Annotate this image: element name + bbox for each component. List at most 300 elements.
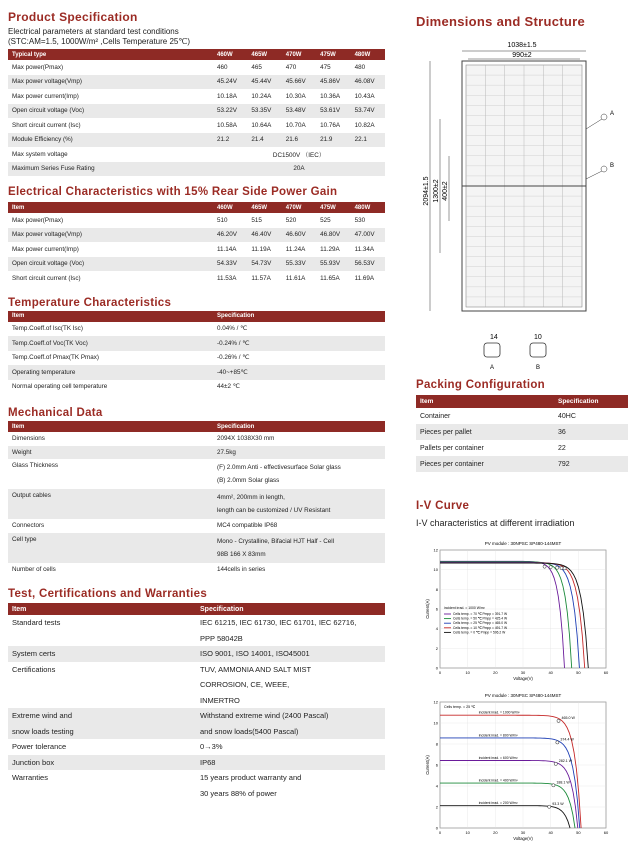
- table-cell: 46.60V: [282, 228, 316, 243]
- table-row: [8, 615, 385, 631]
- frame-profile-details: [416, 331, 628, 373]
- table-row: [8, 662, 385, 678]
- y-axis-label: Current(A): [425, 755, 430, 775]
- table-header-row: [8, 603, 385, 615]
- table-cell: Max power voltage(Vmp): [8, 228, 213, 243]
- table-cell: 46.20V: [213, 228, 247, 243]
- mpp-label: 282.1 W: [558, 758, 573, 763]
- x-tick-label: 20: [493, 830, 498, 835]
- chart-title: PV module : 30NPSC SP480-144MST: [484, 693, 562, 698]
- table-cell: 53.74V: [351, 104, 385, 119]
- x-tick-label: 10: [465, 670, 470, 675]
- x-axis-label: Voltage(V): [513, 836, 533, 841]
- dimensions-title: Dimensions and Structure: [416, 14, 586, 29]
- table-row: [416, 408, 628, 424]
- table-cell: 470: [285, 63, 297, 71]
- table-cell: [8, 693, 196, 709]
- table-header-cell: 460W: [213, 202, 247, 213]
- table-cell: Number of cells: [12, 565, 56, 573]
- table-row: [8, 533, 385, 563]
- y-tick-label: 10: [433, 567, 438, 573]
- table-cell: 20A: [213, 162, 385, 177]
- table-cell: 22.1: [351, 133, 385, 148]
- table-row: [8, 693, 385, 709]
- table-cell: Output cables: [8, 489, 213, 519]
- table-cell: [8, 677, 196, 693]
- table-row: [416, 456, 628, 472]
- table-header-cell: 470W: [282, 202, 316, 213]
- table-cell: TUV, AMMONIA AND SALT MIST: [200, 664, 312, 674]
- table-cell: Cell type: [8, 533, 213, 563]
- table-row: [8, 118, 385, 133]
- table-cell: Operating temperature: [8, 365, 213, 380]
- table-row: [8, 770, 385, 786]
- table-cell: [8, 786, 196, 802]
- table-cell: Dimensions: [12, 435, 45, 443]
- detail-b-caption: B: [536, 365, 541, 371]
- table-cell: 30 years 88% of power: [200, 788, 277, 798]
- table-row: [8, 104, 385, 119]
- detail-b-dimension: 10: [534, 334, 542, 341]
- table-row: [8, 563, 385, 577]
- mechanical-section: [8, 407, 385, 576]
- table-row: [8, 755, 385, 771]
- table-cell: 11.14A: [217, 245, 237, 253]
- table-cell: 10.70A: [285, 121, 306, 129]
- table-cell: CORROSION, CE, WEEE,: [200, 680, 290, 690]
- table-cell: [8, 631, 196, 647]
- table-header-row: [416, 395, 628, 408]
- table-cell: Container: [420, 412, 451, 420]
- table-row: [416, 440, 628, 456]
- table-cell: 21.2: [213, 133, 247, 148]
- legend-label: Cells temp. = 70 ℃ Pmpp = 391.7 W: [453, 612, 508, 616]
- mpp-point: [557, 719, 560, 722]
- callout-a-marker: [601, 114, 607, 120]
- product-spec-title: Product Specification: [8, 10, 138, 24]
- certs-section: [8, 588, 385, 801]
- legend-label: Cells temp. = 25 ℃ Pmpp = 465.0 W: [453, 621, 508, 626]
- table-cell: [213, 459, 385, 489]
- table-header-cell: 475W: [316, 49, 350, 60]
- table-cell: Warranties: [12, 773, 48, 783]
- table-cell: Normal operating cell temperature: [12, 383, 108, 391]
- table-row: [8, 739, 385, 755]
- table-cell: Weight: [8, 446, 213, 460]
- table-cell: 144cells in series: [217, 565, 266, 573]
- table-cell: MC4 compatible IP68: [217, 522, 278, 530]
- iv-chart-irradiation: [422, 688, 622, 846]
- x-tick-label: 50: [576, 830, 581, 835]
- series-label: incident irrad. = 1000 W/m²: [478, 710, 520, 715]
- x-tick-label: 40: [548, 830, 553, 835]
- mpp-label: 374.4 W: [560, 737, 574, 742]
- table-cell: Pallets per container: [420, 444, 484, 452]
- table-cell: Pieces per pallet: [416, 424, 554, 440]
- table-header-cell: Item: [8, 421, 213, 432]
- y-tick-label: 12: [433, 699, 438, 705]
- table-row: [8, 162, 385, 177]
- table-header-cell: 465W: [247, 202, 281, 213]
- table-cell: Temp.Coeff.of Voc(TK Voc): [8, 336, 213, 351]
- table-cell: 10.82A: [354, 121, 375, 129]
- table-cell: Temp.Coeff.of Isc(TK Isc): [12, 325, 83, 333]
- table-cell-line: 4mm², 200mm in length,: [217, 494, 285, 501]
- table-row: [8, 351, 385, 366]
- table-cell: 47.00V: [351, 228, 385, 243]
- table-header-cell: 480W: [351, 202, 385, 213]
- table-cell-line: (F) 2.0mm Anti - effectivesurface Solar glass: [217, 464, 341, 471]
- table-cell: 21.4: [247, 133, 281, 148]
- x-tick-label: 20: [493, 670, 498, 675]
- mpp-point: [548, 805, 551, 808]
- table-row: [8, 213, 385, 228]
- table-cell: 0.04% / ℃: [217, 325, 248, 333]
- x-tick-label: 40: [548, 670, 553, 675]
- table-cell: 465: [251, 63, 262, 71]
- table-cell: 54.33V: [213, 257, 247, 272]
- series-label: incident irrad. = 200 W/m²: [478, 801, 518, 806]
- table-cell: Pieces per container: [416, 456, 554, 472]
- mpp-point: [543, 565, 546, 568]
- table-row: [8, 708, 385, 724]
- table-header-row: [8, 202, 385, 213]
- table-row: [8, 432, 385, 446]
- product-spec-section: [8, 10, 385, 176]
- table-cell: 520: [285, 216, 297, 224]
- x-tick-label: 50: [576, 670, 581, 675]
- table-header-cell: 460W: [213, 49, 247, 60]
- table-row: [8, 271, 385, 286]
- x-tick-label: 60: [603, 830, 609, 835]
- table-cell: -40~+85℃: [213, 365, 385, 380]
- table-row: [8, 519, 385, 533]
- table-cell: 525: [320, 216, 331, 224]
- table-row: [8, 631, 385, 647]
- table-cell: Glass Thickness: [12, 462, 59, 469]
- table-cell: Junction box: [8, 755, 196, 771]
- mpp-point: [552, 784, 555, 787]
- table-cell: DC1500V （IEC）: [272, 151, 326, 159]
- table-row: [8, 786, 385, 802]
- table-cell: 11.57A: [251, 274, 271, 282]
- x-tick-label: 10: [465, 830, 470, 835]
- table-row: [8, 446, 385, 460]
- table-cell: 55.93V: [316, 257, 350, 272]
- table-cell: IEC 61215, IEC 61730, IEC 61701, IEC 62716,: [200, 618, 357, 628]
- table-cell: 10.58A: [217, 121, 237, 129]
- table-cell: 10.64A: [251, 121, 272, 129]
- callout-b-label: B: [610, 163, 615, 169]
- x-tick-label: 0: [438, 670, 442, 675]
- table-cell: System certs: [8, 646, 196, 662]
- table-cell: 792: [554, 456, 628, 472]
- table-cell: 480: [354, 63, 366, 71]
- table-row: [8, 228, 385, 243]
- x-tick-label: 60: [603, 670, 609, 675]
- iv-title: I-V Curve: [416, 500, 470, 512]
- y-tick-label: 2: [435, 804, 438, 810]
- x-tick-label: 30: [520, 830, 526, 835]
- table-header-cell: Item: [8, 202, 213, 213]
- table-cell: 10.24A: [251, 92, 272, 100]
- iv-chart-temperature: [422, 536, 622, 686]
- table-cell: 0→3%: [200, 742, 223, 752]
- table-cell: Maximum Series Fuse Rating: [8, 162, 213, 177]
- table-cell: Short circuit current (Isc): [12, 121, 81, 129]
- y-tick-label: 4: [435, 783, 438, 789]
- table-cell: 10.18A: [217, 92, 237, 100]
- table-cell: 10.76A: [320, 121, 341, 129]
- detail-b-profile: [530, 343, 546, 357]
- y-tick-label: 12: [433, 547, 438, 553]
- table-cell: Power tolerance: [12, 742, 67, 752]
- y-tick-label: 6: [435, 762, 438, 768]
- table-row: [8, 380, 385, 395]
- table-cell: 21.9: [316, 133, 350, 148]
- temperature-title: Temperature Characteristics: [8, 296, 172, 309]
- table-row: [416, 424, 628, 440]
- y-tick-label: 6: [435, 606, 438, 612]
- table-row: [8, 89, 385, 104]
- chart-title: PV module : 30NPSC SP480-144MST: [484, 541, 562, 546]
- x-axis-label: Voltage(V): [513, 676, 533, 681]
- table-cell: Connectors: [12, 522, 45, 530]
- y-tick-label: 0: [435, 825, 438, 831]
- table-cell: 10.36A: [320, 92, 341, 100]
- table-cell: 15 years product warranty and: [200, 773, 302, 783]
- x-tick-label: 30: [520, 670, 526, 675]
- x-tick-label: 0: [438, 830, 442, 835]
- y-tick-label: 8: [435, 586, 438, 592]
- table-cell-line: length can be customized / UV Resistant: [217, 507, 331, 514]
- iv-subtitle: I-V characteristics at different irradiation: [416, 518, 575, 528]
- table-cell: 11.34A: [354, 245, 375, 253]
- mechanical-title: Mechanical Data: [8, 407, 103, 419]
- inner-height-dimension-label: 1300±2: [433, 179, 440, 203]
- table-cell: 510: [217, 216, 228, 224]
- table-cell: Max power(Pmax): [12, 216, 64, 224]
- product-spec-table: [8, 49, 385, 176]
- legend-label: Cells temp. = 0 ℃ Pmpp = 506.2 W: [453, 630, 506, 635]
- table-cell: Max system voltage: [12, 150, 68, 158]
- table-cell: 46.40V: [247, 228, 281, 243]
- table-header-cell: Specification: [213, 421, 385, 432]
- electrical-title: Electrical Characteristics with 15% Rear Side Power Gain: [8, 186, 338, 198]
- table-cell: 53.35V: [247, 104, 281, 119]
- table-cell: Max power voltage(Vmp): [8, 75, 213, 90]
- table-header-cell: 465W: [247, 49, 281, 60]
- table-cell: 46.80V: [316, 228, 350, 243]
- table-cell: 11.19A: [251, 245, 271, 253]
- y-tick-label: 0: [435, 665, 438, 671]
- width-dimension-label: 1038±1.5: [507, 42, 537, 49]
- mpp-point: [554, 762, 557, 765]
- table-cell: 53.22V: [213, 104, 247, 119]
- table-header-cell: Specification: [213, 311, 385, 322]
- table-header-cell: Item: [8, 603, 196, 615]
- table-cell: 46.08V: [351, 75, 385, 90]
- table-row: [8, 646, 385, 662]
- detail-a-caption: A: [490, 365, 495, 371]
- series-label: incident irrad. = 800 W/m²: [478, 733, 518, 738]
- table-cell: Max power(Pmax): [12, 63, 64, 71]
- table-cell: 56.53V: [351, 257, 385, 272]
- table-cell-line: 98B 166 X 83mm: [217, 550, 266, 558]
- table-row: [8, 724, 385, 740]
- table-row: [8, 242, 385, 257]
- table-cell: [213, 533, 385, 563]
- y-tick-label: 4: [435, 626, 438, 632]
- inner-width-dimension-label: 990±2: [512, 52, 532, 59]
- table-cell: 2094X 1038X30 mm: [217, 435, 275, 443]
- table-cell: 54.73V: [247, 257, 281, 272]
- table-cell: INMERTRO: [200, 695, 240, 705]
- table-row: [8, 60, 385, 75]
- mechanical-table: [8, 421, 385, 576]
- mpp-label: 188.1 W: [556, 780, 570, 785]
- certs-title: Test, Certifications and Warranties: [8, 588, 208, 600]
- table-cell: Open circuit voltage (Voc): [8, 104, 213, 119]
- height-dimension-label: 2094±1.5: [423, 176, 430, 206]
- table-cell-line: (B) 2.0mm Solar glass: [217, 477, 280, 484]
- legend-label: Cells temp. = 50 ℃ Pmpp = 425.4 W: [453, 616, 508, 621]
- table-row: [8, 336, 385, 351]
- table-cell: and snow loads(5400 Pascal): [196, 724, 385, 740]
- table-cell: 11.24A: [285, 245, 306, 253]
- table-cell: 45.66V: [282, 75, 316, 90]
- table-cell: 53.61V: [316, 104, 350, 119]
- table-cell: 22: [558, 444, 566, 452]
- table-cell: 11.29A: [320, 245, 340, 253]
- legend-label: Cells temp. = 10 ℃ Pmpp = 491.7 W: [453, 625, 508, 630]
- y-axis-label: Current(A): [425, 599, 430, 619]
- table-header-cell: 470W: [282, 49, 316, 60]
- table-row: [8, 677, 385, 693]
- right-column: [416, 10, 628, 846]
- table-cell: -0.24% / ℃: [213, 336, 385, 351]
- table-cell: 530: [354, 216, 366, 224]
- mpp-label: 465.0 W: [561, 715, 575, 720]
- table-cell: 10.43A: [354, 92, 375, 100]
- table-row: [8, 133, 385, 148]
- table-header-row: [8, 49, 385, 60]
- table-cell: 11.65A: [320, 274, 340, 282]
- table-header-cell: 475W: [316, 202, 350, 213]
- table-cell: Certifications: [12, 664, 56, 674]
- table-cell: 53.48V: [282, 104, 316, 119]
- table-cell: Extreme wind and: [8, 708, 196, 724]
- packing-table: [416, 395, 628, 472]
- table-cell: 11.61A: [285, 274, 306, 282]
- table-cell: 11.53A: [217, 274, 237, 282]
- table-cell: 45.44V: [247, 75, 281, 90]
- table-cell: Open circuit voltage (Voc): [8, 257, 213, 272]
- table-cell: 27.5kg: [213, 446, 385, 460]
- table-cell: [213, 489, 385, 519]
- detail-a-dimension: 14: [490, 334, 498, 341]
- callout-a-label: A: [610, 111, 615, 117]
- series-label: incident irrad. = 600 W/m²: [478, 755, 518, 760]
- table-cell: 36: [554, 424, 628, 440]
- packing-title: Packing Configuration: [416, 379, 545, 391]
- mpp-point: [556, 566, 559, 569]
- table-cell: 21.6: [282, 133, 316, 148]
- table-cell: ISO 9001, ISO 14001, ISO45001: [196, 646, 385, 662]
- table-header-row: [8, 311, 385, 322]
- table-header-cell: Item: [416, 395, 554, 408]
- y-tick-label: 8: [435, 741, 438, 747]
- electrical-section: [8, 186, 385, 286]
- table-header-cell: Typical type: [8, 49, 213, 60]
- table-cell: Temp.Coeff.of Pmax(TK Pmax): [12, 354, 100, 362]
- table-cell-line: Mono - Crystalline, Bifacial HJT Half - Cell: [217, 537, 335, 545]
- left-column: [8, 10, 385, 801]
- table-cell: 10.30A: [285, 92, 306, 100]
- table-cell: Short circuit current (Isc): [12, 274, 81, 282]
- table-header-cell: Specification: [554, 395, 628, 408]
- temperature-table: [8, 311, 385, 395]
- table-header-cell: Item: [8, 311, 213, 322]
- table-row: [8, 365, 385, 380]
- mid-dimension-label: 400±2: [442, 181, 449, 201]
- temperature-section: [8, 297, 385, 395]
- module-dimension-drawing: [416, 31, 628, 331]
- series-label: incident irrad. = 400 W/m²: [478, 778, 518, 783]
- table-cell: -0.26% / ℃: [217, 354, 250, 362]
- table-cell: 45.24V: [213, 75, 247, 90]
- table-cell: 55.33V: [282, 257, 316, 272]
- table-row: [8, 322, 385, 337]
- table-cell: Standard tests: [12, 618, 61, 628]
- product-spec-subtitle-2: (STC:AM=1.5, 1000W/m² ,Cells Temperature 25℃): [8, 37, 191, 46]
- table-row: [8, 489, 385, 519]
- table-cell: snow loads testing: [8, 724, 196, 740]
- callout-b-marker: [601, 166, 607, 172]
- table-row: [8, 257, 385, 272]
- table-cell: 44±2 ℃: [217, 383, 240, 391]
- detail-a-profile: [484, 343, 500, 357]
- electrical-table: [8, 202, 385, 286]
- table-cell: Max power current(Imp): [12, 92, 79, 100]
- mpp-point: [549, 566, 552, 569]
- table-cell: 11.69A: [354, 274, 375, 282]
- table-cell: 45.86V: [316, 75, 350, 90]
- table-row: [8, 75, 385, 90]
- product-spec-subtitle-1: Electrical parameters at standard test conditions: [8, 27, 179, 36]
- chart-annotation: incident irrad. = 1000 W/m²: [444, 606, 485, 610]
- y-tick-label: 2: [435, 645, 438, 651]
- table-cell: 40HC: [558, 412, 576, 420]
- mpp-point: [563, 567, 566, 570]
- table-cell: PPP 58042B: [200, 633, 243, 643]
- table-cell: 475: [320, 63, 331, 71]
- table-cell: Max power current(Imp): [12, 245, 79, 253]
- table-cell: Module Efficiency (%): [8, 133, 213, 148]
- table-cell: Withstand extreme wind (2400 Pascal): [196, 708, 385, 724]
- table-header-row: [8, 421, 385, 432]
- table-cell: 460: [217, 63, 228, 71]
- table-row: [8, 147, 385, 162]
- certs-table: [8, 603, 385, 801]
- table-header-cell: Specification: [196, 603, 385, 615]
- mpp-point: [556, 741, 559, 744]
- table-cell: 515: [251, 216, 262, 224]
- chart-annotation: Cells temp. = 25 ℃: [444, 705, 476, 709]
- table-header-cell: 480W: [351, 49, 385, 60]
- mpp-label: 93.3 W: [552, 801, 564, 806]
- mpp-point: [560, 566, 563, 569]
